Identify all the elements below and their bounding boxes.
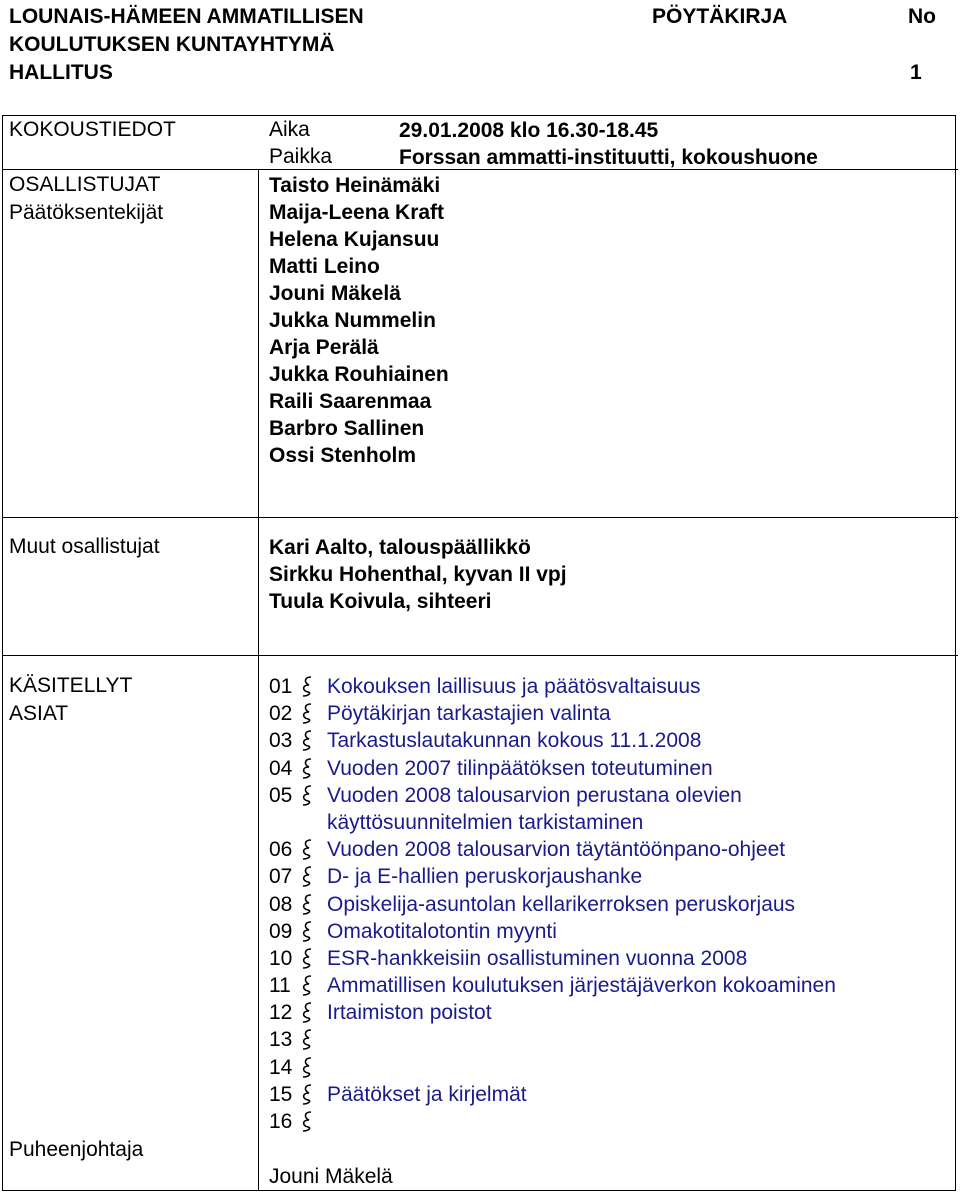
section-sign-icon <box>299 865 315 888</box>
chair-name: Jouni Mäkelä <box>269 1165 393 1188</box>
agenda-item-number: 15 <box>269 1082 293 1106</box>
number-label: No <box>908 5 936 28</box>
other-participant: Tuula Koivula, sihteeri <box>269 590 492 613</box>
participant-name: Jukka Rouhiainen <box>269 363 449 386</box>
agenda-item-number: 09 <box>269 919 293 943</box>
section-sign-icon <box>299 675 315 698</box>
participants-label: OSALLISTUJAT <box>9 173 161 196</box>
place-value: Forssan ammatti-instituutti, kokoushuone <box>399 146 818 169</box>
section-sign-icon <box>299 1001 315 1024</box>
agenda-item-number: 06 <box>269 838 293 862</box>
items-label-2: ASIAT <box>9 702 69 725</box>
org-name-line2: KOULUTUKSEN KUNTAYHTYMÄ <box>9 33 335 56</box>
row-divider <box>2 517 958 518</box>
section-sign-icon <box>299 702 315 725</box>
agenda-item-number: 08 <box>269 892 293 916</box>
other-participant: Kari Aalto, talouspäällikkö <box>269 536 531 559</box>
time-label: Aika <box>269 118 310 141</box>
agenda-item-number: 13 <box>269 1028 293 1052</box>
items-label: KÄSITELLYT <box>9 674 133 697</box>
agenda-item-title: Kokouksen laillisuus ja päätösvaltaisuus <box>327 675 701 698</box>
decision-makers-label: Päätöksentekijät <box>9 201 164 224</box>
section-sign-icon <box>299 784 315 807</box>
section-sign-icon <box>299 838 315 861</box>
row-divider <box>2 655 958 656</box>
other-participant: Sirkku Hohenthal, kyvan II vpj <box>269 563 567 586</box>
other-participants-label: Muut osallistujat <box>9 535 160 558</box>
section-sign-icon <box>299 1056 315 1079</box>
agenda-item-title: Vuoden 2008 talousarvion perustana olevien <box>327 783 742 807</box>
agenda-item-title: Omakotitalotontin myynti <box>327 919 557 943</box>
participant-name: Ossi Stenholm <box>269 444 417 467</box>
agenda-item-number: 16 <box>269 1110 293 1133</box>
agenda-item-number: 03 <box>269 729 293 753</box>
participant-name: Jouni Mäkelä <box>269 282 401 305</box>
participant-name: Arja Perälä <box>269 336 379 359</box>
section-sign-icon <box>299 1083 315 1106</box>
agenda-item-number: 01 <box>269 675 293 698</box>
agenda-item-title: ESR-hankkeisiin osallistuminen vuonna 2008 <box>327 946 748 970</box>
participant-name: Maija-Leena Kraft <box>269 201 445 224</box>
agenda-item-title-continued: käyttösuunnitelmien tarkistaminen <box>327 810 644 834</box>
decision-makers-list <box>269 172 449 469</box>
agenda-item-number: 02 <box>269 702 293 726</box>
agenda-item-title: Päätökset ja kirjelmät <box>327 1082 527 1106</box>
agenda-item-title: Opiskelija-asuntolan kellarikerroksen peruskorjaus <box>327 892 796 916</box>
agenda-item-number: 07 <box>269 865 293 889</box>
participant-name: Raili Saarenmaa <box>269 390 432 413</box>
minutes-table <box>2 115 956 1191</box>
agenda-item-title: Vuoden 2007 tilinpäätöksen toteutuminen <box>327 756 713 780</box>
section-sign-icon <box>299 729 315 752</box>
agenda-item-number: 05 <box>269 783 293 807</box>
meeting-info-label: KOKOUSTIEDOT <box>9 118 176 141</box>
org-name-line1: LOUNAIS-HÄMEEN AMMATILLISEN <box>9 5 364 28</box>
section-sign-icon <box>299 893 315 916</box>
participant-name: Matti Leino <box>269 255 380 278</box>
time-value: 29.01.2008 klo 16.30-18.45 <box>399 119 659 142</box>
agenda-item-number: 11 <box>269 974 291 998</box>
agenda-item-title: Vuoden 2008 talousarvion täytäntöönpano-ohjeet <box>327 838 786 862</box>
participant-name: Taisto Heinämäki <box>269 174 441 197</box>
participant-name: Jukka Nummelin <box>269 309 436 332</box>
chair-label: Puheenjohtaja <box>9 1138 144 1161</box>
document-type: PÖYTÄKIRJA <box>652 5 788 28</box>
section-sign-icon <box>299 757 315 780</box>
board-name: HALLITUS <box>9 61 113 84</box>
participant-name: Barbro Sallinen <box>269 417 425 440</box>
other-participants-list <box>269 534 567 615</box>
agenda-item-title: D- ja E-hallien peruskorjaushanke <box>327 865 643 889</box>
agenda-item-number: 14 <box>269 1055 293 1079</box>
section-sign-icon <box>299 1028 315 1051</box>
agenda-item-number: 12 <box>269 1001 293 1025</box>
section-sign-icon <box>299 974 315 997</box>
section-sign-icon <box>299 1110 315 1133</box>
column-divider <box>258 169 259 1191</box>
number-value: 1 <box>910 61 922 84</box>
section-sign-icon <box>299 947 315 970</box>
agenda-item-number: 04 <box>269 756 293 780</box>
agenda-item-title: Pöytäkirjan tarkastajien valinta <box>327 702 611 726</box>
agenda-item-title: Irtaimiston poistot <box>327 1001 492 1025</box>
agenda-item-number: 10 <box>269 946 293 970</box>
agenda-item-title: Tarkastuslautakunnan kokous 11.1.2008 <box>327 729 702 753</box>
section-sign-icon <box>299 920 315 943</box>
agenda-item-title: Ammatillisen koulutuksen järjestäjäverkon kokoaminen <box>327 974 836 998</box>
place-label: Paikka <box>269 145 333 168</box>
participant-name: Helena Kujansuu <box>269 228 440 251</box>
